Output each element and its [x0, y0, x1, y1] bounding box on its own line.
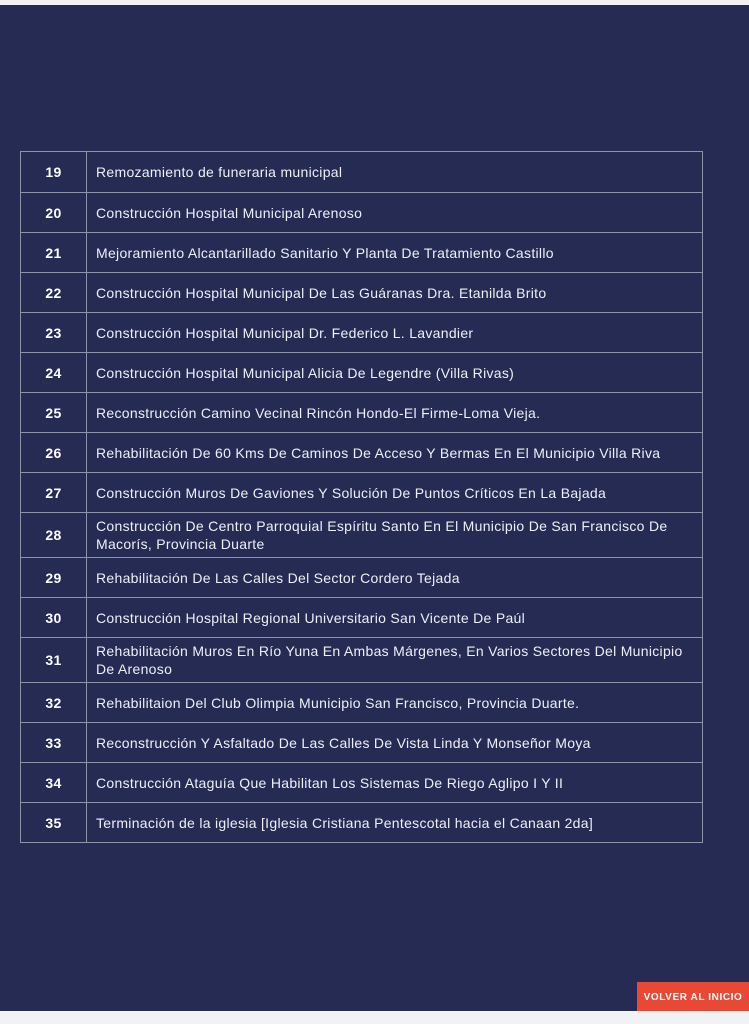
row-description: Construcción De Centro Parroquial Espíritu Santo En El Municipio De San Francisco De Macorís, Provincia Duarte [96, 518, 668, 552]
row-description: Construcción Hospital Municipal Dr. Federico L. Lavandier [96, 324, 474, 341]
table-row [21, 432, 702, 472]
back-to-top-button[interactable]: VOLVER AL INICIO [637, 982, 749, 1012]
row-number: 24 [21, 353, 87, 392]
projects-table [20, 151, 703, 843]
row-description: Construcción Hospital Municipal Arenoso [96, 204, 363, 221]
table-row [21, 597, 702, 637]
row-description: Reconstrucción Y Asfaltado De Las Calles De Vista Linda Y Monseñor Moya [96, 734, 591, 751]
table-row [21, 352, 702, 392]
row-description: Rehabilitaion Del Club Olimpia Municipio San Francisco, Provincia Duarte. [96, 694, 580, 711]
row-number: 35 [21, 803, 87, 842]
row-description: Construcción Ataguía Que Habilitan Los Sistemas De Riego Aglipo I Y II [96, 774, 564, 791]
table-row [21, 682, 702, 722]
row-description: Remozamiento de funeraria municipal [96, 164, 343, 180]
table-row [21, 722, 702, 762]
row-number: 20 [21, 193, 87, 232]
table-row [21, 312, 702, 352]
table-row [21, 392, 702, 432]
row-description: Mejoramiento Alcantarillado Sanitario Y Planta De Tratamiento Castillo [96, 244, 554, 261]
row-description: Construcción Muros De Gaviones Y Solución De Puntos Críticos En La Bajada [96, 484, 607, 501]
row-number: 27 [21, 473, 87, 512]
row-description: Rehabilitación Muros En Río Yuna En Ambas Márgenes, En Varios Sectores Del Municipio De Arenoso [96, 643, 683, 677]
row-description: Reconstrucción Camino Vecinal Rincón Hondo-El Firme-Loma Vieja. [96, 404, 541, 421]
row-description: Construcción Hospital Regional Universitario San Vicente De Paúl [96, 609, 526, 626]
row-description: Construcción Hospital Municipal Alicia De Legendre (Villa Rivas) [96, 364, 515, 381]
bottom-edge-strip [0, 1011, 749, 1024]
table-row [21, 232, 702, 272]
row-number: 34 [21, 763, 87, 802]
row-number: 31 [21, 638, 87, 682]
table-row [21, 152, 702, 192]
row-number: 23 [21, 313, 87, 352]
row-number: 32 [21, 683, 87, 722]
row-number: 22 [21, 273, 87, 312]
row-number: 33 [21, 723, 87, 762]
table-row [21, 192, 702, 232]
row-description: Rehabilitación De 60 Kms De Caminos De Acceso Y Bermas En El Municipio Villa Riva [96, 444, 661, 461]
table-row [21, 512, 702, 557]
table-row [21, 557, 702, 597]
row-number: 19 [21, 152, 87, 192]
table-row [21, 802, 702, 842]
table-row [21, 762, 702, 802]
row-description: Terminación de la iglesia [Iglesia Cristiana Pentescotal hacia el Canaan 2da] [96, 814, 594, 831]
row-number: 21 [21, 233, 87, 272]
table-row [21, 472, 702, 512]
row-number: 30 [21, 598, 87, 637]
top-edge-strip [0, 0, 749, 5]
row-description: Construcción Hospital Municipal De Las Guáranas Dra. Etanilda Brito [96, 284, 547, 301]
table-row [21, 637, 702, 682]
row-number: 28 [21, 513, 87, 557]
row-description: Rehabilitación De Las Calles Del Sector Cordero Tejada [96, 569, 460, 586]
row-number: 26 [21, 433, 87, 472]
row-number: 29 [21, 558, 87, 597]
row-number: 25 [21, 393, 87, 432]
table-row [21, 272, 702, 312]
